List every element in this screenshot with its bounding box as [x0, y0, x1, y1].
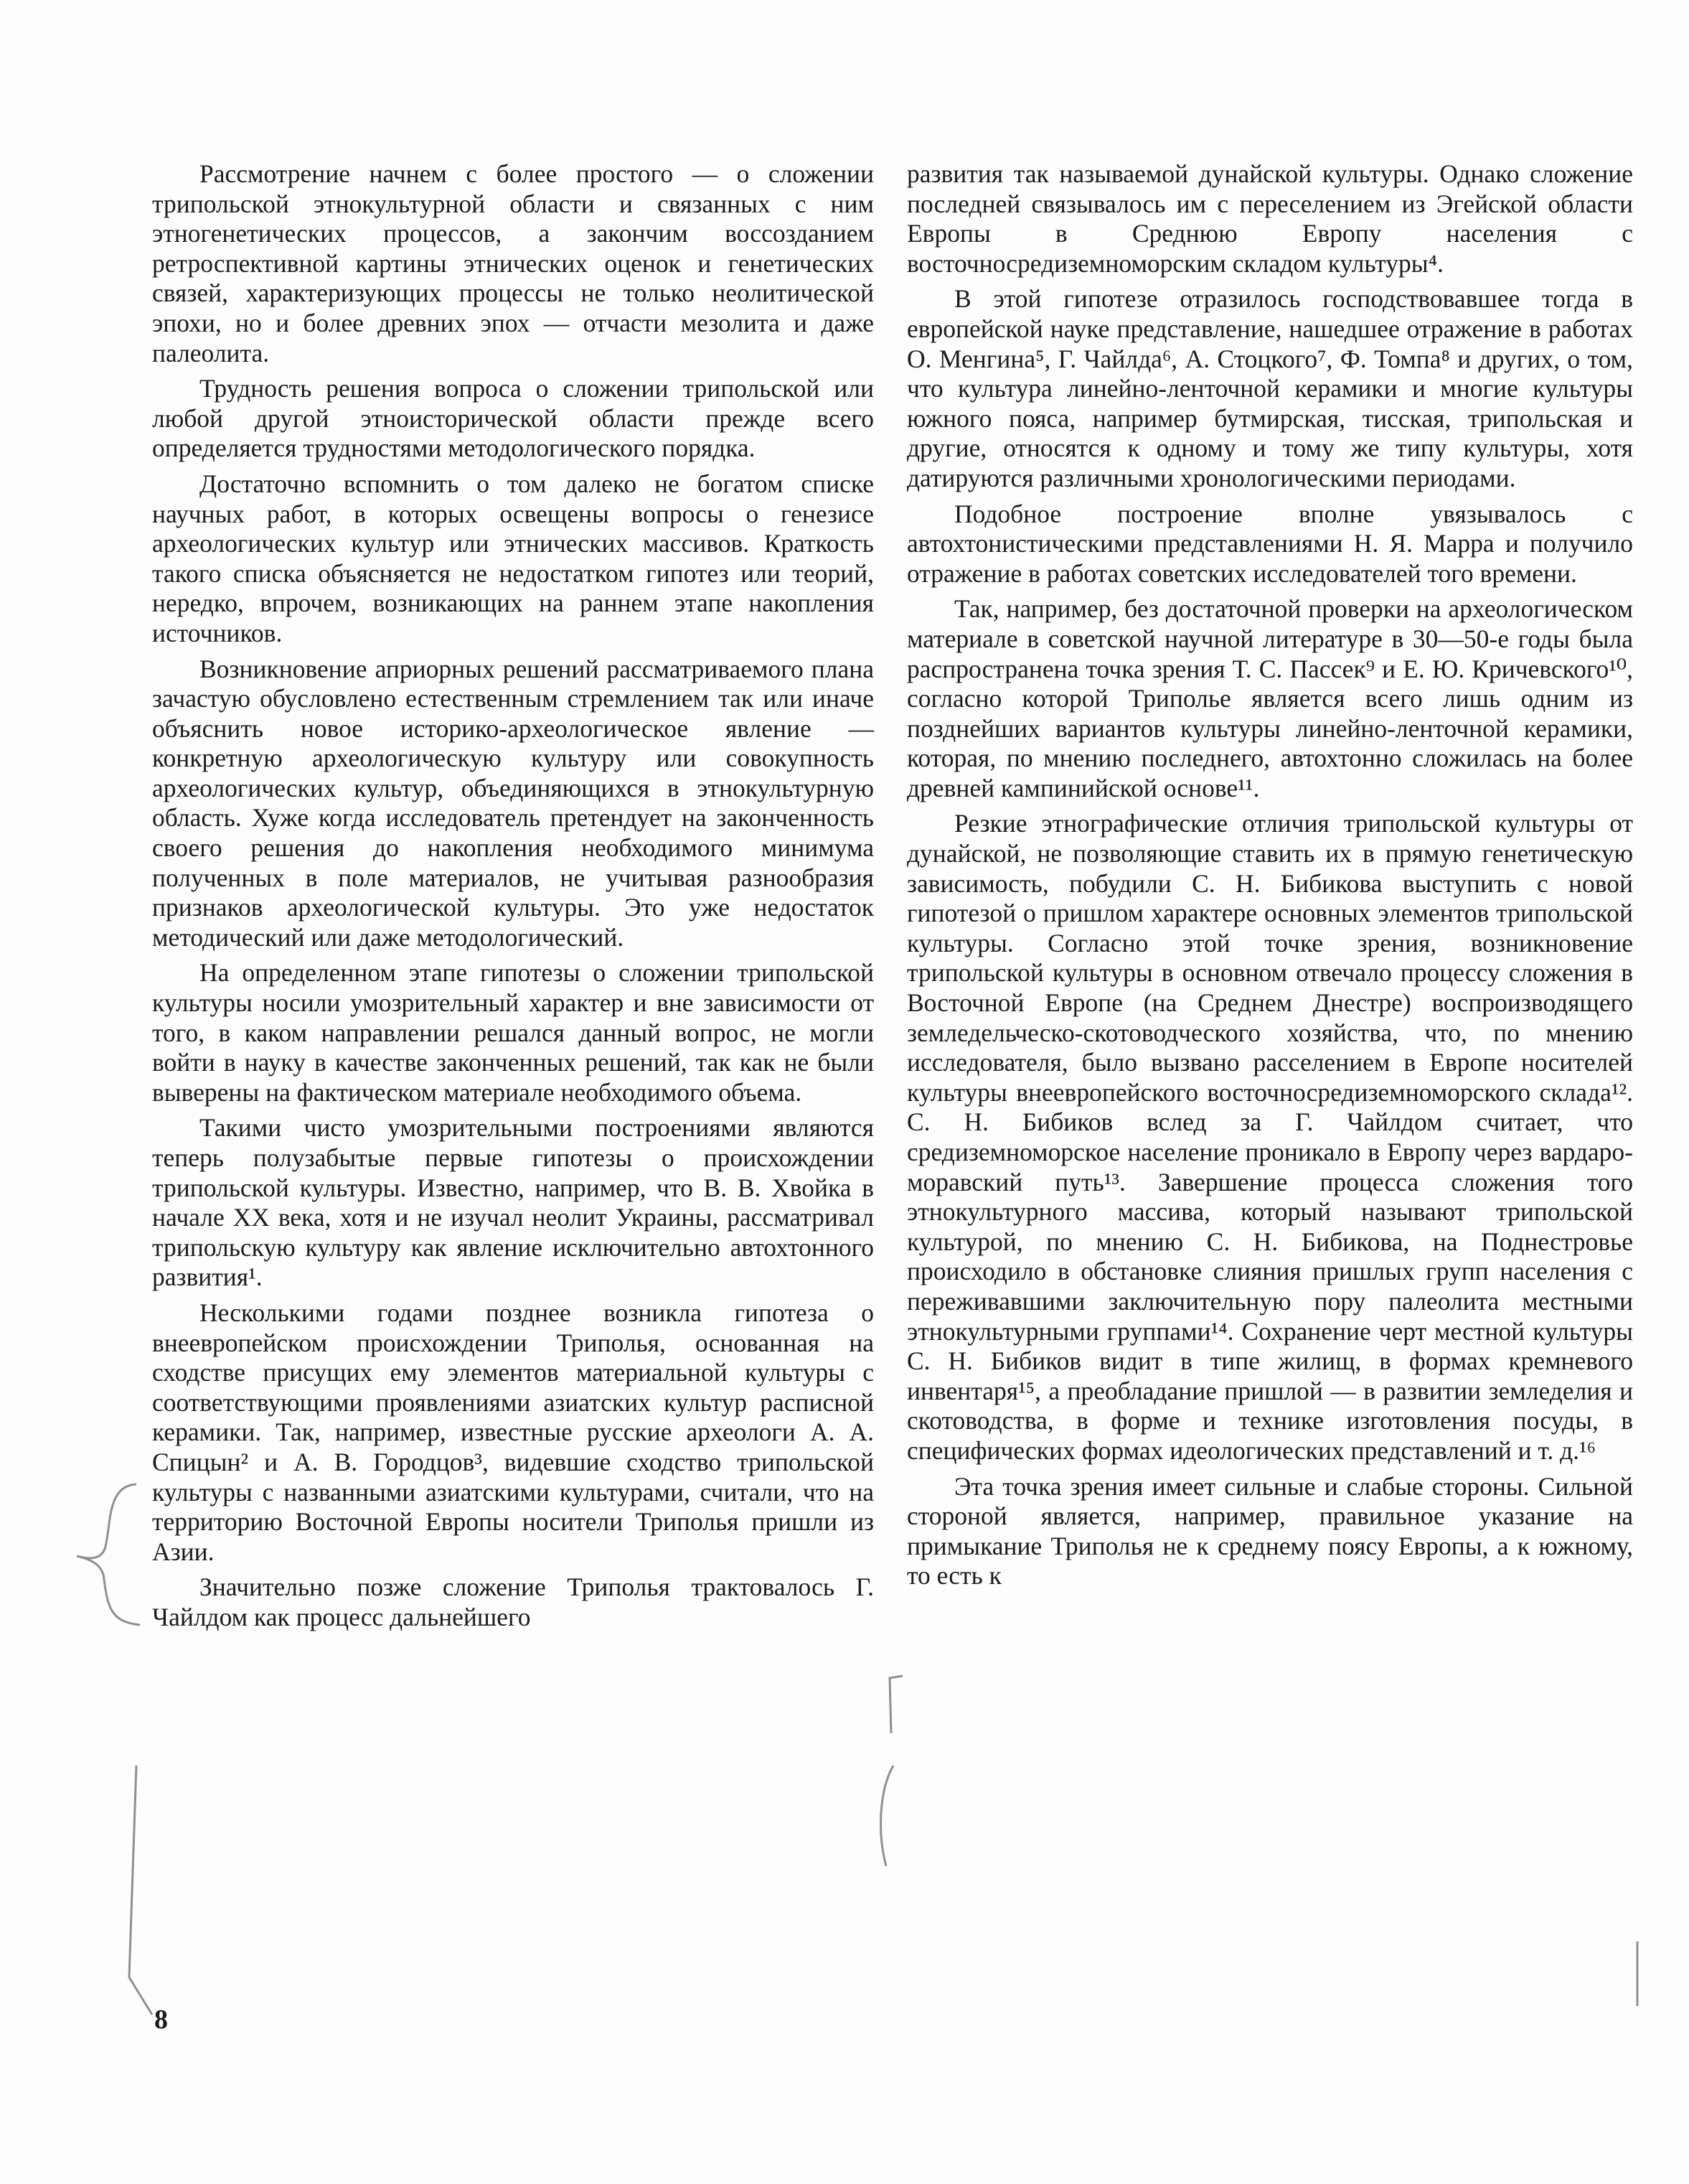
paragraph: Трудность решения вопроса о сложении трипольской или любой другой этноисторической области прежде всего определяется трудностями методологического порядка. — [152, 374, 874, 463]
page-number: 8 — [154, 2005, 168, 2035]
paragraph: Эта точка зрения имеет сильные и слабые стороны. Сильной стороной является, например, правильное указание на примыкание Триполья не к среднему поясу Европы, а к южному, то есть к — [907, 1471, 1633, 1590]
pencil-vertical-mark — [1630, 1938, 1645, 2010]
paragraph: Возникновение априорных решений рассматриваемого плана зачастую обусловлено естественным стремлением так или иначе объяснить новое историко-археологическое явление — конкретную археологическую культуру или совокупность археологических культур, объединяющихся в этнокультурную область. Хуже когда исследователь претендует на законченность своего решения до накопления необходимого минимума полученных в поле материалов, не учитывая разнообразия признаков археологической культуры. Это уже недостаток методический или даже методологический. — [152, 654, 874, 952]
pencil-brace-stroke — [77, 1484, 140, 1625]
pencil-bracket-mark — [865, 1762, 900, 1870]
paragraph: В этой гипотезе отразилось господствовавшее тогда в европейской науке представление, нашедшее отражение в работах О. Менгина⁵, Г. Чайлда⁶, А. Стоцкого⁷, Ф. Томпа⁸ и других, о том, что культура линейно-ленточной керамики и многие культуры южного пояса, например бутмирская, тисская, трипольская и другие, относятся к одному и тому же типу культуры, хотя датируются различными хронологическими периодами. — [907, 284, 1633, 492]
paragraph: Несколькими годами позднее возникла гипотеза о внеевропейском происхождении Триполья, основанная на сходстве присущих ему элементов материальной культуры с соответствующими проявлениями азиатских культур расписной керамики. Так, например, известные русские археологи А. А. Спицын² и А. В. Городцов³, видевшие сходство трипольской культуры с названными азиатскими культурами, считали, что на территорию Восточной Европы носители Триполья пришли из Азии. — [152, 1298, 874, 1566]
pencil-bracket-stroke — [129, 1766, 152, 2015]
paragraph: На определенном этапе гипотезы о сложении трипольской культуры носили умозрительный характер и вне зависимости от того, в каком направлении решался данный вопрос, не могли войти в науку в качестве законченных решений, так как не были выверены на фактическом материале необходимого объема. — [152, 958, 874, 1107]
paragraph-continued: развития так называемой дунайской культуры. Однако сложение последней связывалось им с переселением из Эгейской области Европы в Среднюю Европу населения с восточносредиземноморским складом культуры⁴. — [907, 159, 1633, 278]
pencil-bracket-stroke — [890, 1676, 903, 1733]
paragraph: Значительно позже сложение Триполья трактовалось Г. Чайлдом как процесс дальнейшего — [152, 1573, 874, 1631]
paragraph: Рассмотрение начнем с более простого — о сложении трипольской этнокультурной области и связанных с ним этногенетических процессов, а закончим воссозданием ретроспективной картины этнических оценок и генетических связей, характеризующих процессы не только неолитической эпохи, но и более древних эпох — отчасти мезолита и даже палеолита. — [152, 159, 874, 367]
pencil-bracket-stroke — [881, 1766, 893, 1866]
right-column — [907, 159, 1633, 1597]
pencil-brace-mark — [68, 1478, 147, 1629]
paragraph: Достаточно вспомнить о том далеко не богатом списке научных работ, в которых освещены вопросы о генезисе археологических культур или этнических массивов. Краткость такого списка объясняется не недостатком гипотез или теорий, нередко, впрочем, возникающих на раннем этапе накопления источников. — [152, 469, 874, 647]
paragraph: Такими чисто умозрительными построениями являются теперь полузабытые первые гипотезы о происхождении трипольской культуры. Известно, например, что В. В. Хвойка в начале XX века, хотя и не изучал неолит Украины, рассматривал трипольскую культуру как явление исключительно автохтонного развития¹. — [152, 1113, 874, 1292]
paragraph: Резкие этнографические отличия трипольской культуры от дунайской, не позволяющие ставить их в прямую генетическую зависимость, побудили С. Н. Бибикова выступить с новой гипотезой о пришлом характере основных элементов трипольской культуры. Согласно этой точке зрения, возникновение трипольской культуры в основном отвечало процессу сложения в Восточной Европе (на Среднем Днестре) воспроизводящего земледельческо-скотоводческого хозяйства, что, по мнению исследователя, было вызвано расселением в Европе носителей культуры внеевропейского восточносредиземноморского склада¹². С. Н. Бибиков вслед за Г. Чайлдом считает, что средиземноморское население проникало в Европу через вардаро-моравский путь¹³. Завершение процесса сложения того этнокультурного массива, который называют трипольской культурой, по мнению С. Н. Бибикова, на Поднестровье происходило в обстановке слияния пришлых групп населения с переживавшими заключительную пору палеолита местными этнокультурными группами¹⁴. Сохранение черт местной культуры С. Н. Бибиков видит в типе жилищ, в формах кремневого инвентаря¹⁵, а преобладание пришлой — в развитии земледелия и скотоводства, в форме и технике изготовления посуды, в специфических формах идеологических представлений и т. д.¹⁶ — [907, 809, 1633, 1465]
paragraph: Так, например, без достаточной проверки на археологическом материале в советской научной литературе в 30—50-е годы была распространена точка зрения Т. С. Пассек⁹ и Е. Ю. Кричевского¹⁰, согласно которой Триполье является всего лишь одним из позднейших вариантов культуры линейно-ленточной керамики, которая, по мнению последнего, автохтонно сложилась на более древней кампинийской основе¹¹. — [907, 594, 1633, 802]
pencil-bracket-mark — [881, 1672, 910, 1737]
left-column — [152, 159, 874, 1639]
paragraph: Подобное построение вполне увязывалось с автохтонистическими представлениями Н. Я. Марра и получило отражение в работах советских исследователей того времени. — [907, 499, 1633, 588]
pencil-bracket-mark — [108, 1762, 158, 2020]
